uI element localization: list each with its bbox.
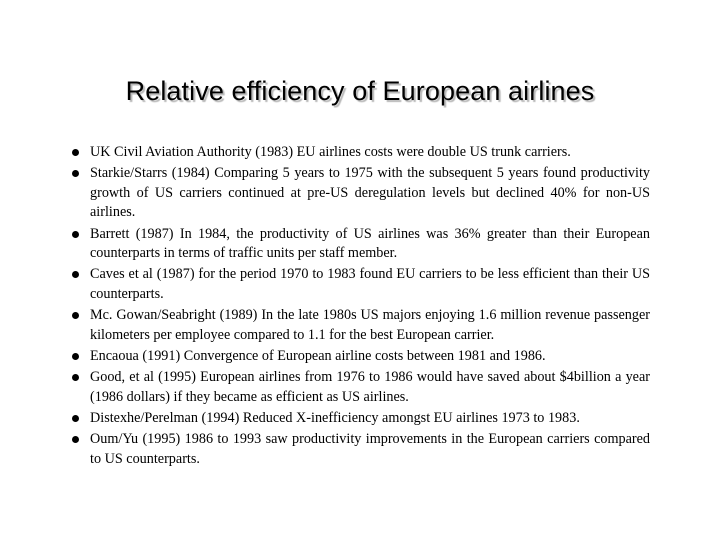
bullet-text: Barrett (1987) In 1984, the productivity of US airlines was 36% greater than their European counterparts in terms of traffic units per staff member. [90,225,650,262]
bullet-item [72,164,650,223]
bullet-text: Starkie/Starrs (1984) Comparing 5 years to 1975 with the subsequent 5 years found productivity growth of US carriers continued at pre-US deregulation levels but declined 40% for non-US airlines. [90,165,650,221]
bullet-list [72,143,650,471]
bullet-dot-icon [72,149,79,156]
bullet-dot-icon [72,374,79,381]
slide-title: Relative efficiency of European airlines [125,76,595,106]
bullet-text: Good, et al (1995) European airlines from 1976 to 1986 would have saved about $4billion a year (1986 dollars) if they became as efficient as US airlines. [90,369,650,405]
bullet-dot-icon [72,436,79,443]
bullet-text: UK Civil Aviation Authority (1983) EU airlines costs were double US trunk carriers. [90,144,571,160]
bullet-text: Caves et al (1987) for the period 1970 to 1983 found EU carriers to be less efficient than their US counterparts. [90,266,650,302]
bullet-text: Oum/Yu (1995) 1986 to 1993 saw productivity improvements in the European carriers compared to US counterparts. [90,431,650,467]
bullet-item [72,265,650,304]
bullet-dot-icon [72,415,79,422]
bullet-item [72,409,650,429]
bullet-dot-icon [72,231,79,238]
bullet-item [72,143,650,163]
bullet-text: Mc. Gowan/Seabright (1989) In the late 1980s US majors enjoying 1.6 million revenue passenger kilometers per employee compared to 1.1 for the best European carrier. [90,307,650,343]
bullet-item [72,347,650,367]
bullet-item [72,430,650,469]
bullet-text: Distexhe/Perelman (1994) Reduced X-inefficiency amongst EU airlines 1973 to 1983. [90,410,580,427]
bullet-dot-icon [72,312,79,319]
bullet-dot-icon [72,170,79,177]
bullet-dot-icon [72,271,79,278]
bullet-item [72,368,650,407]
bullet-item [72,306,650,345]
bullet-item [72,225,650,264]
bullet-text: Encaoua (1991) Convergence of European airline costs between 1981 and 1986. [90,347,546,364]
bullet-dot-icon [72,353,79,360]
